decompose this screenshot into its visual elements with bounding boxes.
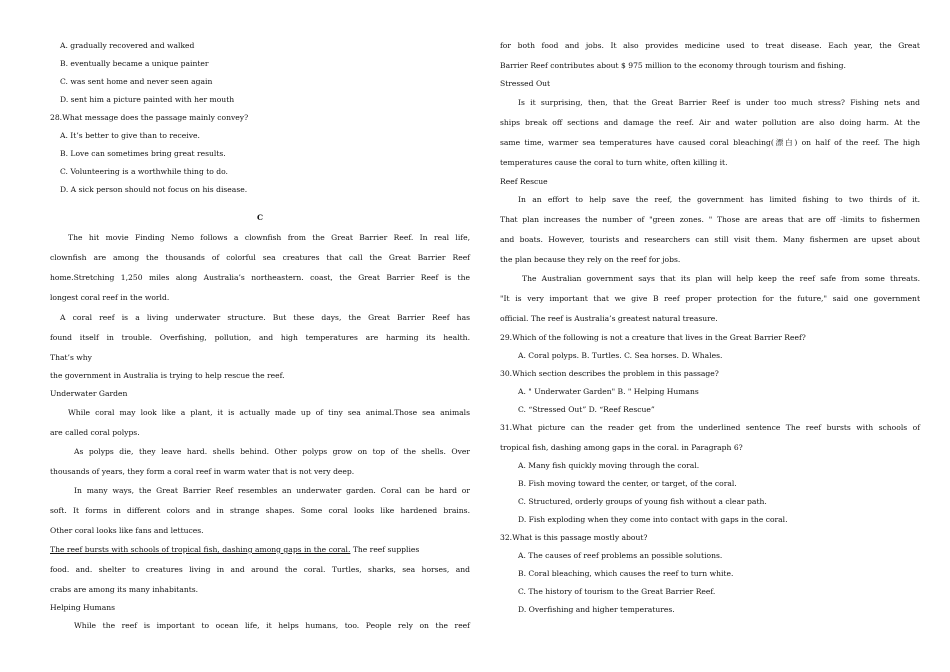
right-column-line: Barrier Reef contributes about $ 975 million to the economy through tourism and fishing.: [500, 61, 846, 70]
left-column-line: thousands of years, they form a coral reef in warm water that is not very deep.: [50, 467, 355, 476]
left-column-line: found itself in trouble. Overfishing, pollution, and high temperatures are harming its health.: [50, 333, 470, 342]
left-column-line: [50, 545, 470, 555]
right-column-line: C. “Stressed Out” D. “Reef Rescue”: [518, 405, 655, 414]
right-column-line: official. The reef is Australia’s greatest natural treasure.: [500, 314, 718, 323]
left-column-line: The hit movie Finding Nemo follows a clownfish from the Great Barrier Reef. In real life,: [68, 233, 470, 242]
left-column-line: As polyps die, they leave hard. shells behind. Other polyps grow on top of the shells. Over: [74, 447, 470, 456]
right-column-line: Stressed Out: [500, 79, 551, 88]
right-column-line: B. Fish moving toward the center, or target, of the coral.: [518, 479, 737, 488]
right-column-line: tropical fish, dashing among gaps in the coral. in Paragraph 6?: [500, 443, 743, 452]
right-column-line: for both food and jobs. It also provides medicine used to treat disease. Each year, the Great: [500, 41, 920, 50]
left-column-line: 28.What message does the passage mainly convey?: [50, 113, 249, 122]
right-column-line: In an effort to help save the reef, the government has limited fishing to two thirds of it.: [518, 195, 920, 204]
right-column-line: same time, warmer sea temperatures have caused coral bleaching(漂白) on half of the reef. The high: [500, 138, 920, 147]
right-column-line: ships break off sections and damage the reef. Air and water pollution are also doing harm. At the: [500, 118, 920, 127]
left-column-line: Other coral looks like fans and lettuces.: [50, 526, 204, 535]
right-column-line: A. " Underwater Garden" B. " Helping Humans: [518, 387, 699, 396]
right-column-line: 29.Which of the following is not a creature that lives in the Great Barrier Reef?: [500, 333, 806, 342]
right-column-line: The Australian government says that its plan will help keep the reef safe from some threats.: [522, 274, 920, 283]
left-column-line: Helping Humans: [50, 603, 116, 612]
left-column-line: food. and. shelter to creatures living in and around the coral. Turtles, sharks, sea horses, and: [50, 565, 470, 574]
left-column-line: crabs are among its many inhabitants.: [50, 585, 199, 594]
left-column-line: D. A sick person should not focus on his disease.: [60, 185, 248, 194]
left-column-line: That’s why: [50, 353, 92, 362]
left-column-line: C: [256, 213, 264, 222]
left-column-line: home.Stretching 1,250 miles along Australia’s northeastern. coast, the Great Barrier Reef is the: [50, 273, 470, 282]
left-column-line: A coral reef is a living underwater structure. But these days, the Great Barrier Reef has: [60, 313, 470, 322]
line-suffix: The reef supplies: [350, 545, 420, 554]
left-column-line: While coral may look like a plant, it is actually made up of tiny sea animal.Those sea animals: [68, 408, 470, 417]
underlined-sentence: The reef bursts with schools of tropical fish, dashing among gaps in the coral.: [50, 545, 351, 554]
right-column-line: C. The history of tourism to the Great Barrier Reef.: [518, 587, 716, 596]
right-column-line: 30.Which section describes the problem in this passage?: [500, 369, 719, 378]
left-column-line: longest coral reef in the world.: [50, 293, 170, 302]
right-column-line: B. Coral bleaching, which causes the reef to turn white.: [518, 569, 734, 578]
right-column-line: C. Structured, orderly groups of young fish without a clear path.: [518, 497, 767, 506]
left-column-line: C. Volunteering is a worthwhile thing to do.: [60, 167, 228, 176]
right-column-line: A. Many fish quickly moving through the coral.: [518, 461, 700, 470]
left-column-line: D. sent him a picture painted with her mouth: [60, 95, 235, 104]
left-column-line: A. gradually recovered and walked: [60, 41, 195, 50]
right-column-line: and boats. However, tourists and researchers can still visit them. Many fishermen are upset about: [500, 235, 920, 244]
right-column-line: A. The causes of reef problems an possible solutions.: [518, 551, 723, 560]
left-column-line: clownfish are among the thousands of colorful sea creatures that call the Great Barrier Reef: [50, 253, 470, 262]
right-column-line: D. Overfishing and higher temperatures.: [518, 605, 675, 614]
left-column-line: are called coral polyps.: [50, 428, 140, 437]
right-column-line: A. Coral polyps. B. Turtles. C. Sea horses. D. Whales.: [518, 351, 723, 360]
right-column-line: the plan because they rely on the reef for jobs.: [500, 255, 681, 264]
right-column-line: D. Fish exploding when they come into contact with gaps in the coral.: [518, 515, 788, 524]
right-column-line: Reef Rescue: [500, 177, 548, 186]
left-column-line: A. It’s better to give than to receive.: [60, 131, 200, 140]
left-column-line: soft. It forms in different colors and in strange shapes. Some coral looks like hardened brains.: [50, 506, 470, 515]
right-column-line: Is it surprising, then, that the Great Barrier Reef is under too much stress? Fishing nets and: [518, 98, 920, 107]
left-column-line: In many ways, the Great Barrier Reef resembles an underwater garden. Coral can be hard or: [74, 486, 470, 495]
left-column-line: B. Love can sometimes bring great results.: [60, 149, 226, 158]
right-column-line: "It is very important that we give B reef proper protection for the future," said one government: [500, 294, 920, 303]
left-column-line: Underwater Garden: [50, 389, 128, 398]
right-column-line: 32.What is this passage mostly about?: [500, 533, 648, 542]
left-column-line: the government in Australia is trying to help rescue the reef.: [50, 371, 285, 380]
left-column-line: B. eventually became a unique painter: [60, 59, 209, 68]
right-column-line: 31.What picture can the reader get from the underlined sentence The reef bursts with schools of: [500, 423, 920, 432]
left-column-line: While the reef is important to ocean life, it helps humans, too. People rely on the reef: [74, 621, 470, 630]
right-column-line: temperatures cause the coral to turn white, often killing it.: [500, 158, 728, 167]
right-column-line: That plan increases the number of "green zones. " Those are areas that are off -limits to fishermen: [500, 215, 920, 224]
left-column-line: C. was sent home and never seen again: [60, 77, 213, 86]
